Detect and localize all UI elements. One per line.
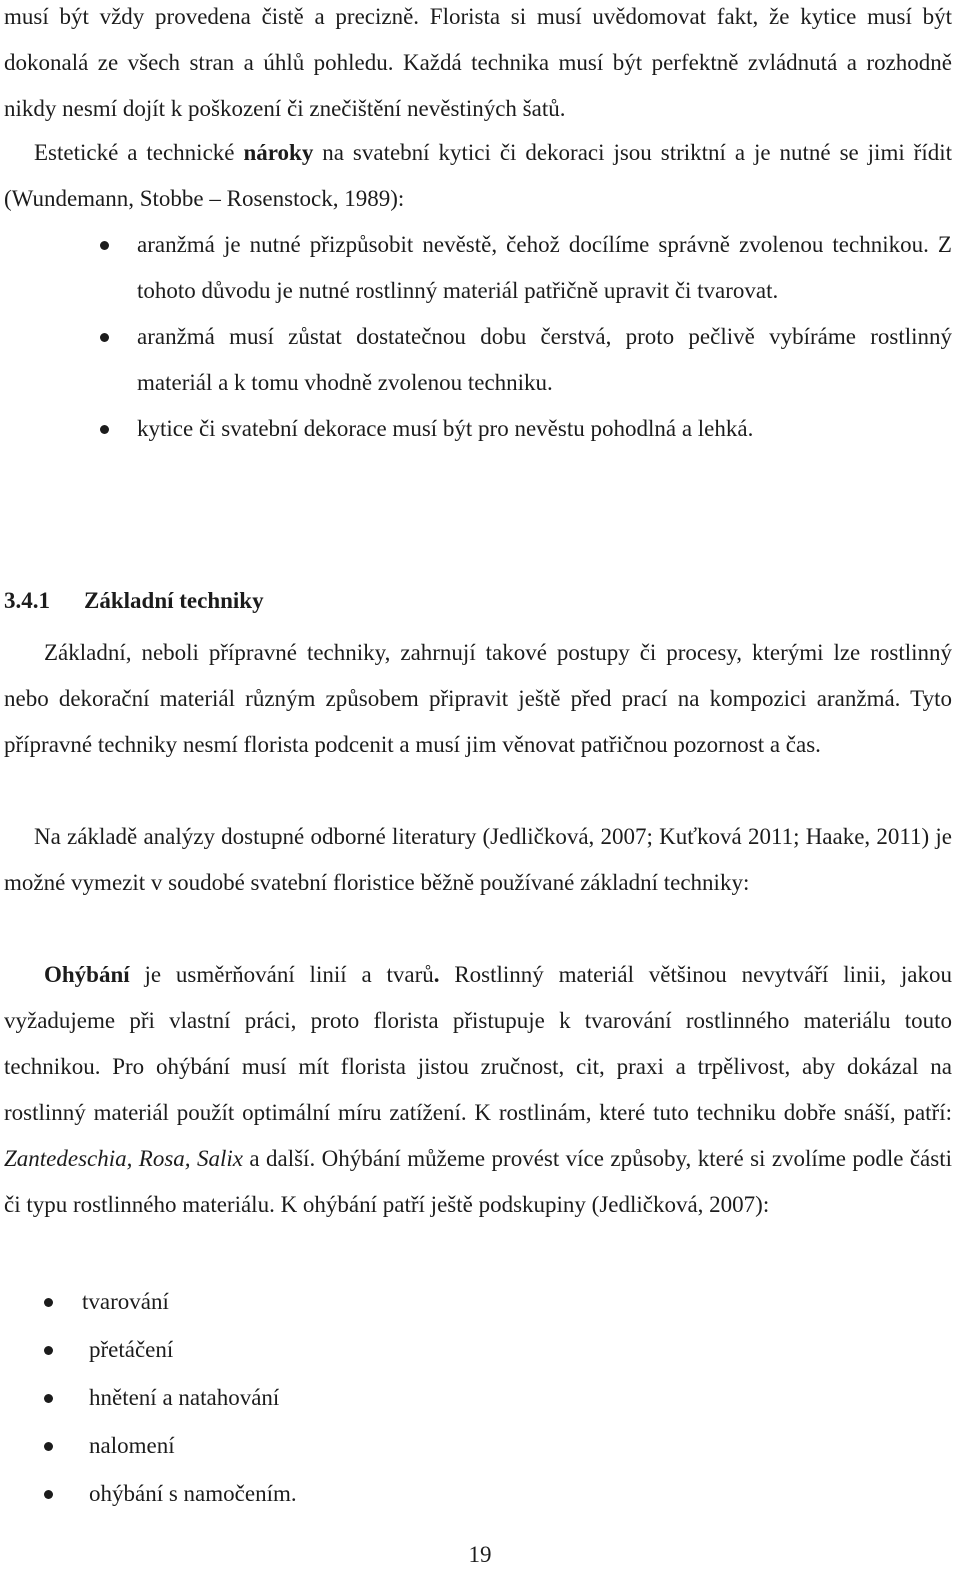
list-item: nalomení <box>0 1422 600 1470</box>
bending-paragraph <box>4 952 952 1228</box>
list-item: ohýbání s namočením. <box>0 1470 600 1518</box>
requirements-bold-term: nároky <box>243 140 314 165</box>
basic-techniques-paragraph: Základní, neboli přípravné techniky, zahrnují takové postupy či procesy, kterými lze rostlinný nebo dekorační materiál různým způsobem připravit ještě před prací na kompozici aranžmá. Tyto přípravné techniky nesmí florista podcenit a musí jim věnovat patřičnou pozornost a čas. <box>4 640 952 757</box>
list-item: přetáčení <box>0 1326 600 1374</box>
requirements-text-after: na svatební kytici či dekoraci jsou striktní a je nutné se jimi řídit (Wundemann, Stobbe – Rosenstock, 1989): <box>4 140 952 211</box>
bending-bold-period: . <box>433 962 440 987</box>
bending-text-3: a další. Ohýbání můžeme provést více způsoby, které si zvolíme podle části či typu rostlinného materiálu. K ohýbání patří ještě podskupiny (Jedličková, 2007): <box>4 1146 952 1217</box>
list-item: aranžmá je nutné přizpůsobit nevěstě, čehož docílíme správně zvolenou technikou. Z tohoto důvodu je nutné rostlinný materiál patřičně upravit či tvarovat. <box>0 222 952 314</box>
page-number: 19 <box>468 1542 492 1567</box>
list-item: aranžmá musí zůstat dostatečnou dobu čerstvá, proto pečlivě vybíráme rostlinný materiál a k tomu vhodně zvolenou techniku. <box>0 314 952 406</box>
requirements-paragraph <box>4 130 952 222</box>
bending-term: Ohýbání <box>44 962 130 987</box>
bending-text-1: je usměrňování linií a tvarů <box>129 962 434 987</box>
section-title: Základní techniky <box>84 588 264 613</box>
list-item: kytice či svatební dekorace musí být pro nevěstu pohodlná a lehká. <box>0 406 952 452</box>
section-number: 3.4.1 <box>4 588 50 613</box>
list-item: hnětení a natahování <box>0 1374 600 1422</box>
requirements-list <box>0 222 952 452</box>
section-heading <box>4 578 264 624</box>
bending-species: Zantedeschia, Rosa, Salix <box>4 1146 243 1171</box>
list-item: tvarování <box>0 1278 600 1326</box>
bending-subgroups-list <box>0 1278 600 1518</box>
analysis-paragraph: Na základě analýzy dostupné odborné literatury (Jedličková, 2007; Kuťková 2011; Haake, 2011) je možné vymezit v soudobé svatební floristice běžně používané základní techniky: <box>4 824 952 895</box>
intro-paragraph: musí být vždy provedena čistě a precizně. Florista si musí uvědomovat fakt, že kytice musí být dokonalá ze všech stran a úhlů pohledu. Každá technika musí být perfektně zvládnutá a rozhodně nikdy nesmí dojít k poškození či znečištění nevěstiných šatů. <box>4 4 952 121</box>
requirements-text-before: Estetické a technické <box>34 140 244 165</box>
bending-text-2: Rostlinný materiál většinou nevytváří linii, jakou vyžadujeme při vlastní práci, proto florista přistupuje k tvarování rostlinného materiálu touto technikou. Pro ohýbání musí mít florista jistou zručnost, cit, praxi a trpělivost, aby dokázal na rostlinný materiál použít optimální míru zatížení. K rostlinám, které tuto techniku dobře snáší, patří: <box>4 962 952 1125</box>
